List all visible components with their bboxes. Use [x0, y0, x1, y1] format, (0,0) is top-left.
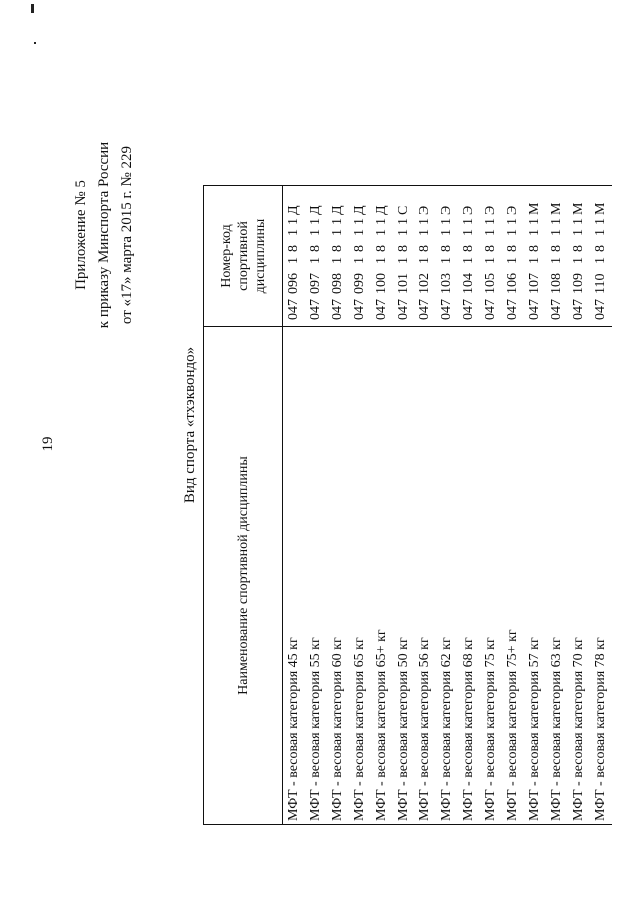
discipline-name: МФТ - весовая категория 45 кг [283, 327, 305, 825]
table-row [436, 186, 458, 825]
header-discipline-code: Номер-код спортивной дисциплины [204, 186, 283, 327]
code-part: 8 [526, 245, 542, 252]
code-part: Д [373, 205, 389, 215]
table-row [546, 186, 568, 825]
code-part: 8 [592, 245, 608, 252]
code-part: Д [307, 205, 323, 215]
table-row [480, 186, 502, 825]
code-part: Д [351, 205, 367, 215]
code-part: 1 [483, 257, 499, 264]
code-part: 1 [395, 229, 411, 236]
table-row [502, 186, 524, 825]
code-part: 1 [373, 229, 389, 236]
code-part: 047 [526, 299, 542, 320]
code-part: 1 [461, 257, 477, 264]
code-part: 1 [373, 257, 389, 264]
code-part: 103 [439, 273, 455, 294]
code-part: Э [439, 205, 455, 215]
code-part: 8 [483, 245, 499, 252]
code-part: 1 [395, 218, 411, 225]
sport-title: Вид спорта «тхэквондо» [182, 346, 198, 504]
code-part: 1 [483, 218, 499, 225]
code-part: 8 [570, 245, 586, 252]
table-row [393, 186, 415, 825]
code-part: 047 [286, 299, 301, 320]
code-part: 047 [505, 299, 521, 320]
discipline-code [546, 186, 568, 327]
code-part: 1 [483, 229, 499, 236]
discipline-code [458, 186, 480, 327]
discipline-name: МФТ - весовая категория 68 кг [458, 327, 480, 825]
code-part: 1 [461, 218, 477, 225]
code-part: 098 [329, 273, 345, 294]
code-part: 8 [461, 245, 477, 252]
code-part: 1 [526, 229, 542, 236]
page-number: 19 [40, 436, 56, 452]
code-part: 1 [329, 218, 345, 225]
code-part: 047 [395, 299, 411, 320]
discipline-name: МФТ - весовая категория 60 кг [327, 327, 349, 825]
discipline-name: МФТ - весовая категория 75 кг [480, 327, 502, 825]
code-part: 1 [592, 229, 608, 236]
code-part: 047 [439, 299, 455, 320]
discipline-name: МФТ - весовая категория 55 кг [305, 327, 327, 825]
code-part: 1 [592, 257, 608, 264]
discipline-code [393, 186, 415, 327]
discipline-code [436, 186, 458, 327]
code-part: Э [505, 205, 521, 215]
discipline-name: МФТ - весовая категория 63 кг [546, 327, 568, 825]
discipline-name: МФТ - весовая категория 56 кг [414, 327, 436, 825]
discipline-code [502, 186, 524, 327]
code-part: 102 [417, 273, 433, 294]
code-part: С [395, 205, 411, 215]
code-part: 1 [417, 257, 433, 264]
discipline-code [524, 186, 546, 327]
code-part: М [570, 202, 586, 215]
code-part: 110 [592, 273, 608, 294]
table-row [414, 186, 436, 825]
discipline-code [371, 186, 393, 327]
code-part: 1 [417, 218, 433, 225]
code-part: 1 [526, 257, 542, 264]
code-part: 1 [351, 229, 367, 236]
table-row [349, 186, 371, 825]
code-part: М [548, 202, 564, 215]
code-part: 101 [395, 273, 411, 294]
appendix-line-1: Приложение № 5 [73, 180, 89, 290]
appendix-line-3: от «17» марта 2015 г. № 229 [119, 145, 135, 325]
code-part: Д [286, 205, 301, 215]
code-part: 8 [307, 245, 323, 252]
code-part: М [526, 202, 542, 215]
code-part: 1 [570, 218, 586, 225]
code-part: 1 [329, 257, 345, 264]
code-part: 1 [461, 229, 477, 236]
code-part: 1 [570, 257, 586, 264]
disciplines-table [203, 185, 612, 825]
discipline-code [305, 186, 327, 327]
discipline-name: МФТ - весовая категория 57 кг [524, 327, 546, 825]
code-part: 1 [570, 229, 586, 236]
code-part: 1 [286, 257, 301, 264]
appendix-header [70, 105, 139, 365]
code-part: 1 [439, 218, 455, 225]
discipline-name: МФТ - весовая категория 65 кг [349, 327, 371, 825]
table-row [458, 186, 480, 825]
discipline-name: МФТ - весовая категория 50 кг [393, 327, 415, 825]
code-part: 1 [505, 229, 521, 236]
code-part: 105 [483, 273, 499, 294]
discipline-name: МФТ - весовая категория 62 кг [436, 327, 458, 825]
discipline-code [590, 186, 612, 327]
code-part: 8 [417, 245, 433, 252]
code-part: Э [461, 205, 477, 215]
code-part: 1 [307, 257, 323, 264]
code-part: 106 [505, 273, 521, 294]
code-part: 099 [351, 273, 367, 294]
code-part: 1 [329, 229, 345, 236]
code-part: 097 [307, 273, 323, 294]
code-part: 107 [526, 273, 542, 294]
code-part: 1 [548, 229, 564, 236]
code-part: 1 [351, 257, 367, 264]
table-header-row [204, 186, 283, 825]
discipline-name: МФТ - весовая категория 75+ кг [502, 327, 524, 825]
code-part: 047 [548, 299, 564, 320]
discipline-code [414, 186, 436, 327]
table-row [283, 186, 305, 825]
discipline-code [283, 186, 305, 327]
code-part: 047 [307, 299, 323, 320]
code-part: Д [329, 205, 345, 215]
code-part: 8 [395, 245, 411, 252]
code-part: 1 [526, 218, 542, 225]
code-part: 1 [548, 218, 564, 225]
code-part: 047 [351, 299, 367, 320]
table-row [524, 186, 546, 825]
table-row [305, 186, 327, 825]
code-part: 8 [286, 245, 301, 252]
table-row [371, 186, 393, 825]
code-part: Э [417, 205, 433, 215]
code-part: 1 [505, 257, 521, 264]
code-part: 1 [395, 257, 411, 264]
code-part: 096 [286, 273, 301, 294]
code-part: 1 [439, 229, 455, 236]
code-part: 100 [373, 273, 389, 294]
discipline-code [480, 186, 502, 327]
code-part: 1 [307, 218, 323, 225]
code-part: 1 [373, 218, 389, 225]
table-row [568, 186, 590, 825]
discipline-name: МФТ - весовая категория 70 кг [568, 327, 590, 825]
code-part: 1 [592, 218, 608, 225]
code-part: 108 [548, 273, 564, 294]
code-part: 047 [592, 299, 608, 320]
code-part: 1 [548, 257, 564, 264]
table-row [327, 186, 349, 825]
code-part: 047 [329, 299, 345, 320]
discipline-name: МФТ - весовая категория 65+ кг [371, 327, 393, 825]
discipline-code [568, 186, 590, 327]
code-part: 8 [439, 245, 455, 252]
code-part: 047 [461, 299, 477, 320]
code-part: 1 [439, 257, 455, 264]
code-part: 1 [417, 229, 433, 236]
code-part: 047 [483, 299, 499, 320]
code-part: 109 [570, 273, 586, 294]
code-part: 1 [307, 229, 323, 236]
code-part: 8 [548, 245, 564, 252]
code-part: 047 [373, 299, 389, 320]
code-part: 1 [351, 218, 367, 225]
table-body [283, 186, 612, 825]
discipline-name: МФТ - весовая категория 78 кг [590, 327, 612, 825]
discipline-code [327, 186, 349, 327]
header-discipline-name: Наименование спортивной дисциплины [204, 327, 283, 825]
code-part: 8 [351, 245, 367, 252]
code-part: 8 [505, 245, 521, 252]
code-part: 1 [286, 229, 301, 236]
code-part: 1 [505, 218, 521, 225]
discipline-code [349, 186, 371, 327]
code-part: 1 [286, 218, 301, 225]
appendix-line-2: к приказу Минспорта России [96, 141, 112, 329]
code-part: 8 [373, 245, 389, 252]
code-part: 047 [417, 299, 433, 320]
code-part: 047 [570, 299, 586, 320]
code-part: М [592, 202, 608, 215]
code-part: Э [483, 205, 499, 215]
table-row [590, 186, 612, 825]
code-part: 104 [461, 273, 477, 294]
code-part: 8 [329, 245, 345, 252]
